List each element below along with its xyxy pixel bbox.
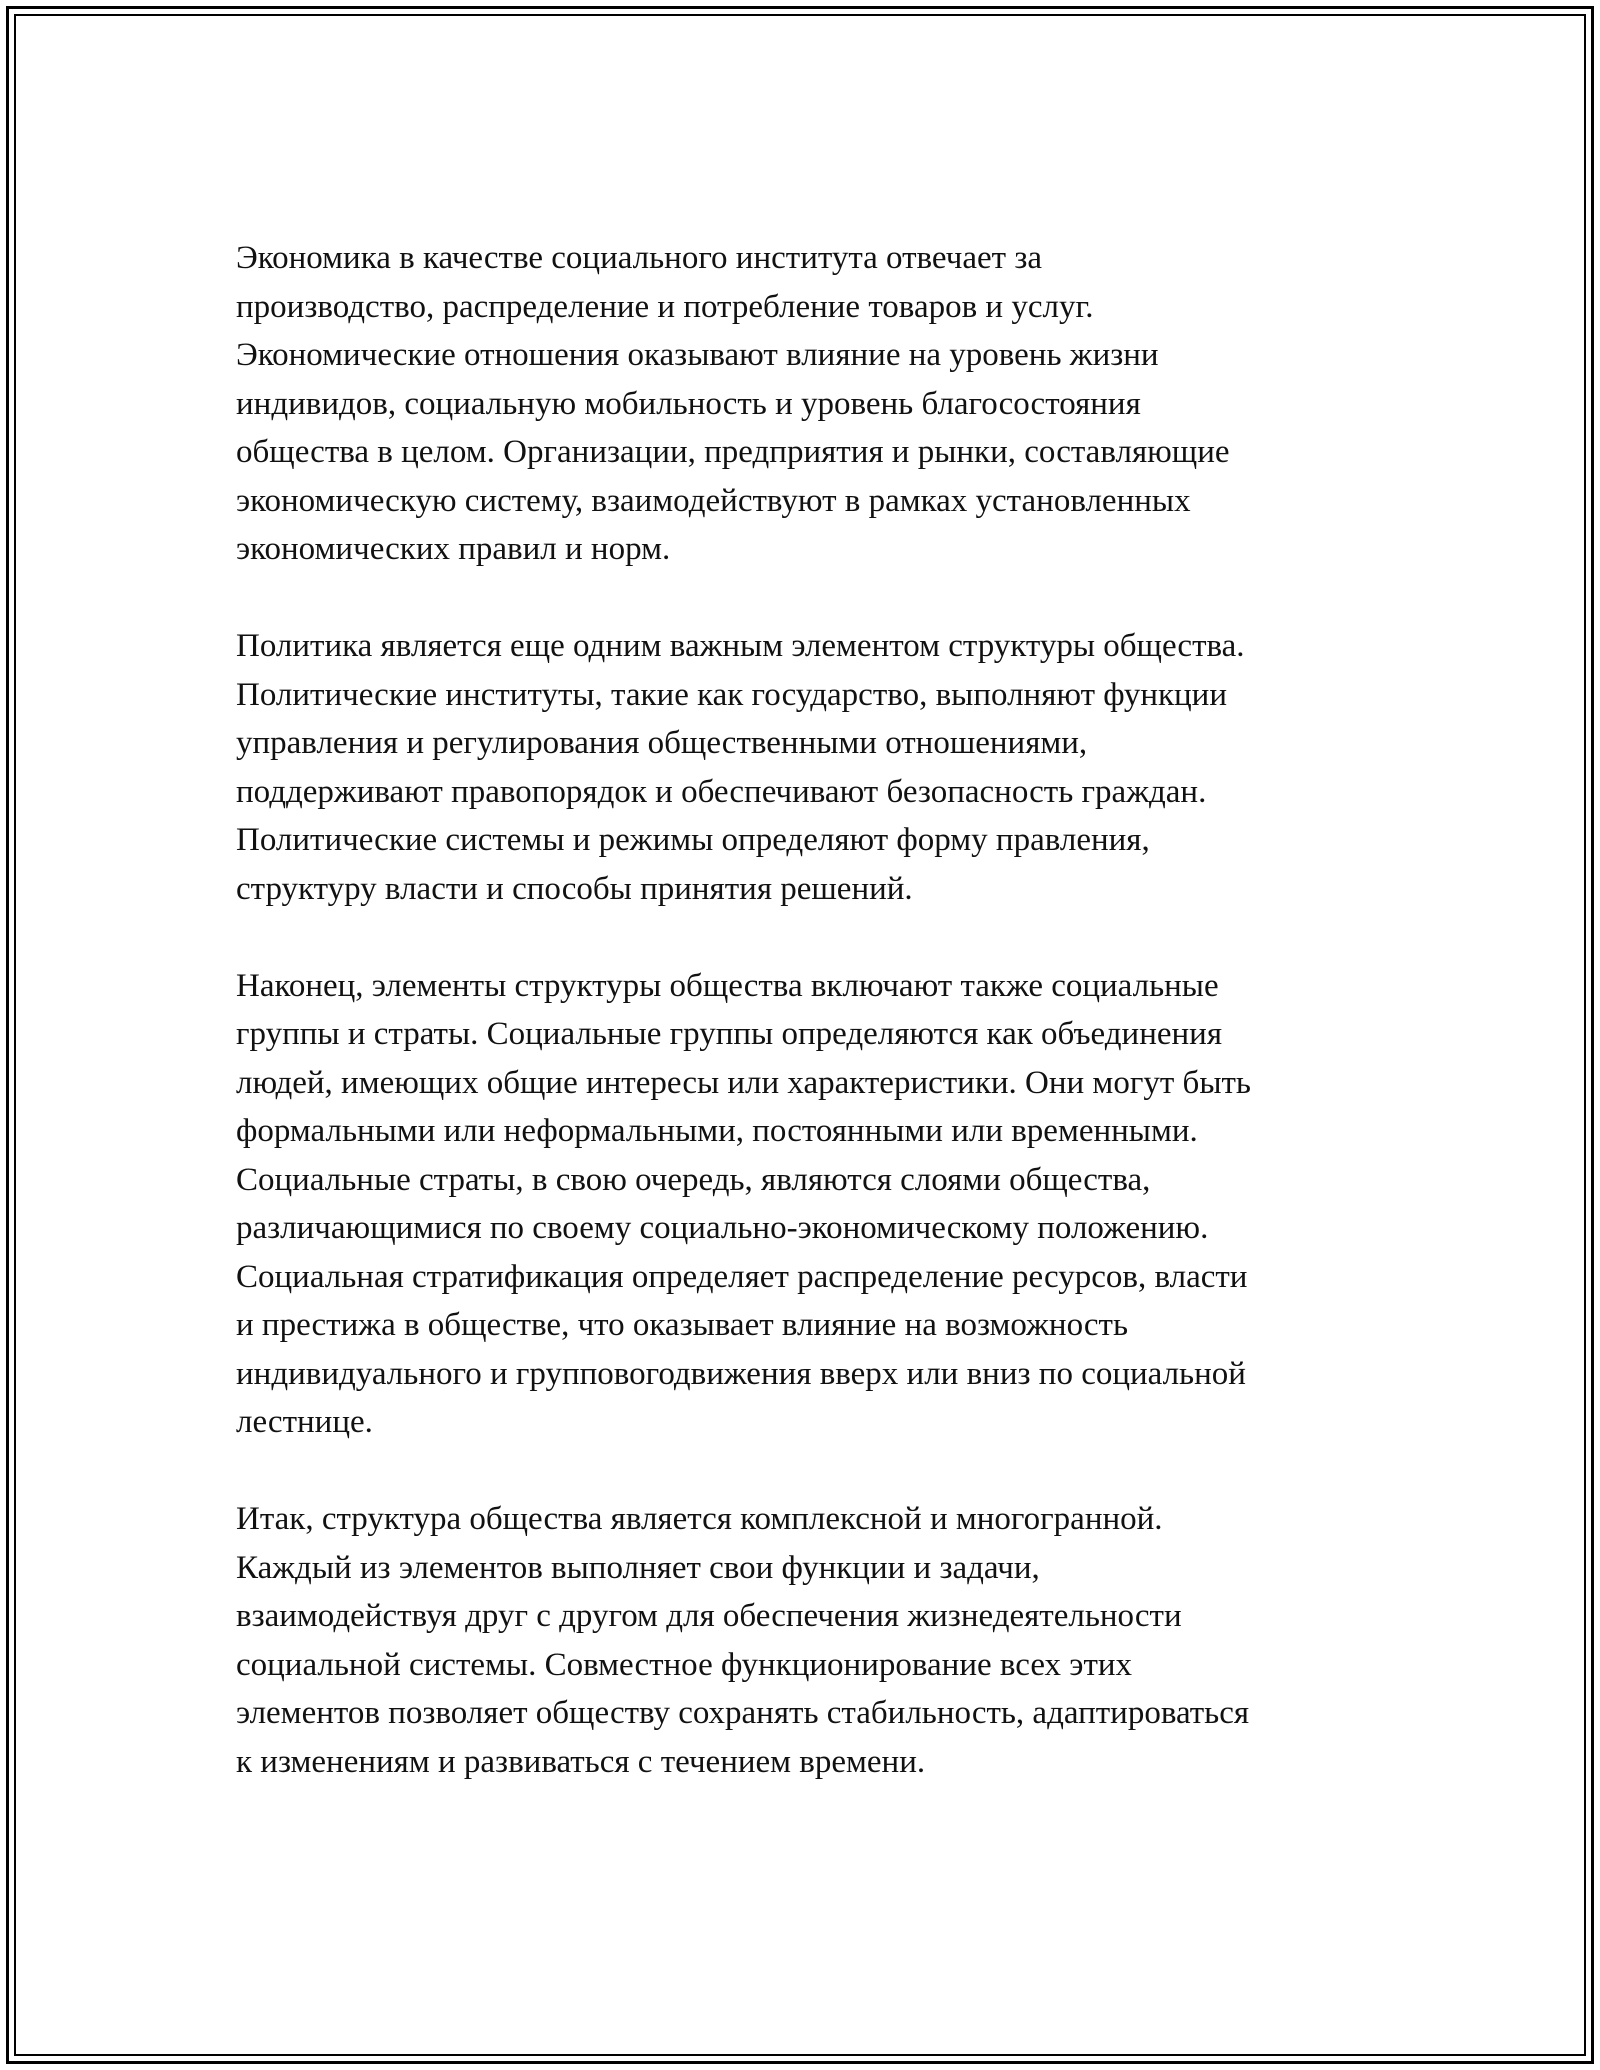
text-line: взаимодействуя друг с другом для обеспечения жизнедеятельности bbox=[236, 1598, 1182, 1634]
paragraph-social-groups bbox=[236, 962, 1386, 1447]
text-line: экономических правил и норм. bbox=[236, 531, 671, 567]
text-line: Экономические отношения оказывают влияние на уровень жизни bbox=[236, 337, 1159, 373]
text-line: Каждый из элементов выполняет свои функции и задачи, bbox=[236, 1549, 1040, 1586]
text-line: и престижа в обществе, что оказывает влияние на возможность bbox=[236, 1307, 1129, 1343]
paragraph-politics bbox=[236, 622, 1386, 913]
document-body bbox=[236, 234, 1386, 1835]
paragraph-conclusion bbox=[236, 1495, 1386, 1786]
text-line: поддерживают правопорядок и обеспечивают безопасность граждан. bbox=[236, 773, 1207, 810]
text-line: Итак, структура общества является комплексной и многогранной. bbox=[236, 1501, 1163, 1537]
text-line: различающимися по своему социально-экономическому положению. bbox=[236, 1210, 1209, 1246]
paragraph-economics bbox=[236, 234, 1386, 574]
text-line: общества в целом. Организации, предприятия и рынки, составляющие bbox=[236, 434, 1230, 470]
text-line: Экономика в качестве социального института отвечает за bbox=[236, 240, 1043, 276]
text-line: структуру власти и способы принятия решений. bbox=[236, 870, 913, 907]
text-line: элементов позволяет обществу сохранять стабильность, адаптироваться bbox=[236, 1695, 1250, 1731]
text-line: формальными или неформальными, постоянными или временными. bbox=[236, 1113, 1198, 1149]
text-line: людей, имеющих общие интересы или характеристики. Они могут быть bbox=[236, 1064, 1251, 1101]
text-line: управления и регулирования общественными отношениями, bbox=[236, 725, 1088, 761]
text-line: Социальная стратификация определяет распределение ресурсов, власти bbox=[236, 1258, 1248, 1295]
text-line: индивидов, социальную мобильность и уровень благосостояния bbox=[236, 385, 1141, 422]
text-line: Политические системы и режимы определяют форму правления, bbox=[236, 822, 1150, 858]
text-line: Социальные страты, в свою очередь, являются слоями общества, bbox=[236, 1161, 1151, 1198]
text-line: индивидуального и групповогодвижения вверх или вниз по социальной bbox=[236, 1355, 1246, 1392]
text-line: Политические институты, такие как государство, выполняют функции bbox=[236, 676, 1227, 713]
text-line: группы и страты. Социальные группы определяются как объединения bbox=[236, 1016, 1223, 1052]
text-line: Наконец, элементы структуры общества включают также социальные bbox=[236, 967, 1219, 1004]
text-line: социальной системы. Совместное функционирование всех этих bbox=[236, 1646, 1133, 1683]
text-line: лестнице. bbox=[236, 1404, 373, 1440]
text-line: производство, распределение и потребление товаров и услуг. bbox=[236, 288, 1094, 325]
text-line: экономическую систему, взаимодействуют в рамках установленных bbox=[236, 482, 1191, 519]
text-line: к изменениям и развиваться с течением времени. bbox=[236, 1743, 926, 1780]
text-line: Политика является еще одним важным элементом структуры общества. bbox=[236, 628, 1245, 664]
